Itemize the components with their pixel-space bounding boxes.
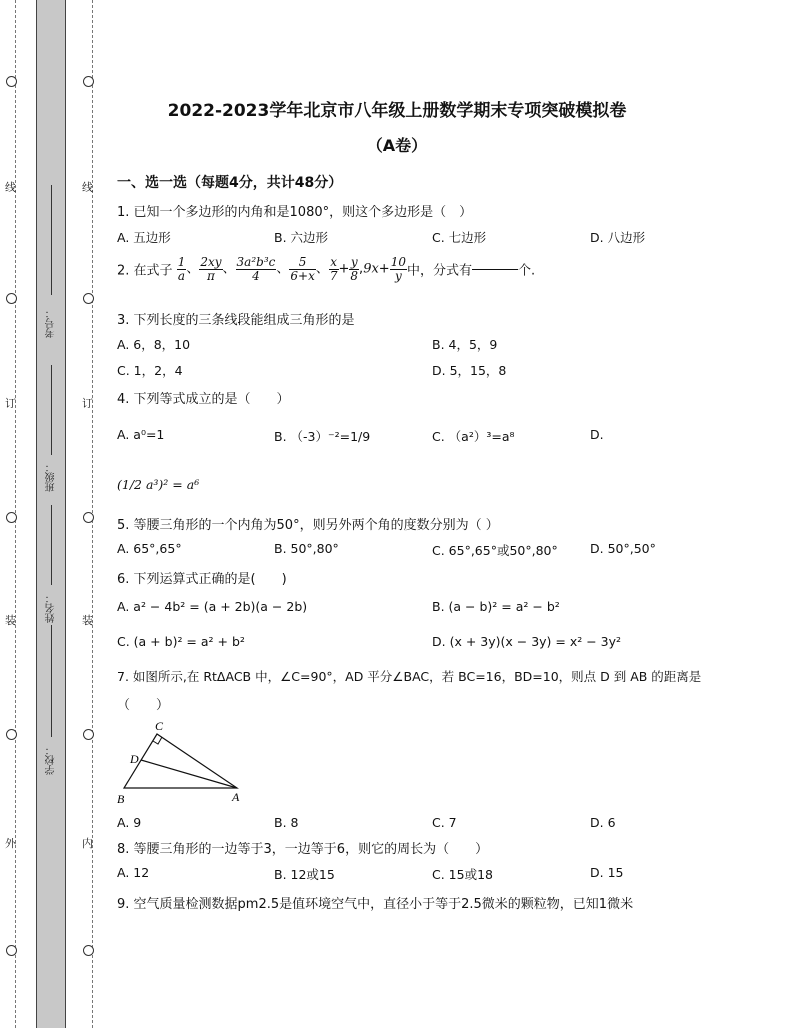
q1-option-c: C. 七边形 xyxy=(432,230,487,245)
question-7: 7. 如图所示,在 RtΔACB 中，∠C=90°，AD 平分∠BAC，若 BC=16，BD=10，则点 D 到 AB 的距离是 xyxy=(117,669,702,684)
outer-label-xian: 线 xyxy=(5,181,16,194)
q1-option-d: D. 八边形 xyxy=(590,230,646,245)
q6-option-c: C. (a + b)² = a² + b² xyxy=(117,634,245,649)
q7-triangle-figure xyxy=(112,716,252,806)
label-c: C xyxy=(155,719,164,733)
question-3: 3. 下列长度的三条线段能组成三角形的是 xyxy=(117,313,355,328)
q4-option-b: B. （-3）⁻²=1/9 xyxy=(274,429,371,444)
binding-hole xyxy=(83,945,94,956)
q1-option-a: A. 五边形 xyxy=(117,230,171,245)
q5-option-a: A. 65°,65° xyxy=(117,541,182,556)
class-line xyxy=(51,365,52,455)
exam-number-line xyxy=(51,185,52,295)
q2-expr-4: $\frac{5}{6+x}$ xyxy=(290,255,315,283)
section-heading: 一、选一选（每题4分，共计48分） xyxy=(117,175,343,191)
q2-answer-blank[interactable] xyxy=(472,269,518,270)
q6-option-d: D. (x + 3y)(x − 3y) = x² − 3y² xyxy=(432,634,622,649)
q8-option-a: A. 12 xyxy=(117,865,150,880)
school-label: 学校： xyxy=(46,745,57,775)
binding-hole xyxy=(83,76,94,87)
q5-option-c: C. 65°,65°或50°,80° xyxy=(432,543,558,558)
binding-hole xyxy=(6,729,17,740)
question-4: 4. 下列等式成立的是（ ） xyxy=(117,392,290,407)
question-5: 5. 等腰三角形的一个内角为50°，则另外两个角的度数分别为（ ） xyxy=(117,518,499,533)
bisector-ad xyxy=(141,760,237,788)
q4-option-d: D. xyxy=(590,427,604,442)
q8-option-c: C. 15或18 xyxy=(432,867,493,882)
q3-option-a: A. 6，8，10 xyxy=(117,337,191,352)
q3-option-b: B. 4，5，9 xyxy=(432,337,498,352)
outer-label-zhuang: 装 xyxy=(5,614,16,627)
q3-option-c: C. 1，2，4 xyxy=(117,363,183,378)
q2-suffix-end: 个. xyxy=(518,263,536,279)
binding-hole xyxy=(6,293,17,304)
label-b: B xyxy=(117,792,125,806)
q4-option-a: A. a⁰=1 xyxy=(117,427,165,442)
question-8: 8. 等腰三角形的一边等于3，一边等于6，则它的周长为（ ） xyxy=(117,842,489,857)
q2-expr-5a: $\frac{x}{7}$ xyxy=(329,255,338,283)
q3-option-d: D. 5，15，8 xyxy=(432,363,507,378)
q4-option-c: C. （a²）³=a⁸ xyxy=(432,429,515,444)
page-subtitle: （A卷） xyxy=(366,136,428,155)
question-6: 6. 下列运算式正确的是( ) xyxy=(117,572,287,587)
inner-label-ding: 订 xyxy=(82,397,93,410)
q2-expr-1: $\frac{1}{a}$ xyxy=(177,255,186,283)
q8-option-d: D. 15 xyxy=(590,865,624,880)
q2-expr-6: $\frac{10}{y}$ xyxy=(390,255,406,283)
q2-prefix: 2. 在式子 xyxy=(117,263,173,279)
q6-option-b: B. (a − b)² = a² − b² xyxy=(432,599,560,614)
inner-label-zhuang: 装 xyxy=(82,614,93,627)
school-line xyxy=(51,625,52,737)
question-9: 9. 空气质量检测数据pm2.5是值环境空气中，直径小于等于2.5微米的颗粒物，已知1微米 xyxy=(117,897,634,912)
outer-label-ding: 订 xyxy=(5,397,16,410)
q7-option-b: B. 8 xyxy=(274,815,299,830)
triangle-acb xyxy=(124,734,237,788)
q7-option-a: A. 9 xyxy=(117,815,142,830)
q7-option-c: C. 7 xyxy=(432,815,457,830)
q5-option-d: D. 50°,50° xyxy=(590,541,656,556)
outer-label-wai: 外 xyxy=(5,837,16,850)
question-7-paren: （ ） xyxy=(117,698,170,713)
binding-hole xyxy=(6,945,17,956)
binding-hole xyxy=(6,76,17,87)
label-a: A xyxy=(232,790,240,804)
binding-hole xyxy=(83,512,94,523)
name-label: 姓名： xyxy=(46,593,57,623)
label-d: D xyxy=(130,752,139,766)
page-title: 2022-2023学年北京市八年级上册数学期末专项突破模拟卷 xyxy=(167,101,627,121)
binding-hole xyxy=(6,512,17,523)
q2-expr-5b: $\frac{y}{8}$ xyxy=(350,255,359,283)
name-line xyxy=(51,505,52,585)
inner-label-nei: 内 xyxy=(82,837,93,850)
q8-option-b: B. 12或15 xyxy=(274,867,335,882)
q1-option-b: B. 六边形 xyxy=(274,230,329,245)
inner-label-xian: 线 xyxy=(82,181,93,194)
q2-suffix: 中，分式有 xyxy=(406,263,472,279)
binding-hole xyxy=(83,729,94,740)
class-label: 班级： xyxy=(46,462,57,492)
q7-option-d: D. 6 xyxy=(590,815,616,830)
question-2: 2. 在式子 $\frac{1}{a}$ 、 $\frac{2xy}{\pi}$ 、 $\frac{\text{3a²b³c}}{4}$ 、 $\frac{5}{6+x}$ 、 $\frac{x}{7}$ + $\frac{y}{8}$ ,9x+ $\frac{10}{y}$ 中，分式有 个. xyxy=(117,255,536,283)
q2-expr-2: $\frac{2xy}{\pi}$ xyxy=(200,255,222,283)
q2-expr-3: $\frac{\text{3a²b³c}}{4}$ xyxy=(236,255,276,283)
q5-option-b: B. 50°,80° xyxy=(274,541,339,556)
question-1: 1. 已知一个多边形的内角和是1080°，则这个多边形是（ ） xyxy=(117,205,473,220)
q6-option-a: A. a² − 4b² = (a + 2b)(a − 2b) xyxy=(117,599,308,614)
q4-option-d-expr: (1/2 a³)² = a⁶ xyxy=(117,477,200,492)
binding-hole xyxy=(83,293,94,304)
exam-number-label: 考号： xyxy=(46,308,57,338)
